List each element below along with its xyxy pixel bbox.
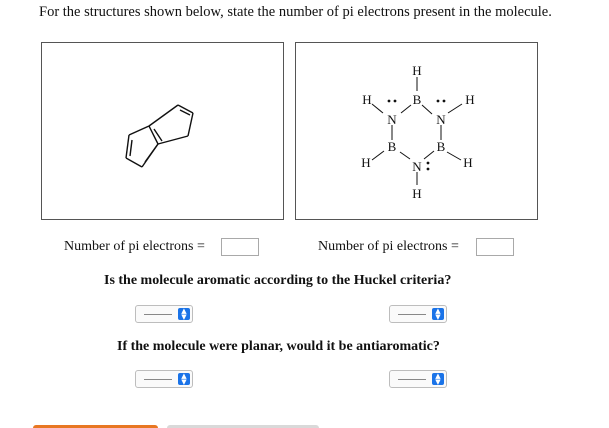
select-placeholder-line [144, 379, 172, 380]
bond [126, 135, 129, 158]
aromatic-question: Is the molecule aromatic according to the Huckel criteria? [104, 273, 452, 288]
antiaromatic-select-2[interactable] [389, 370, 447, 388]
question-text: For the structures shown below, state the number of pi electrons present in the molecule. [39, 4, 552, 20]
bond [448, 104, 462, 113]
bond [149, 126, 158, 144]
aromatic-select-1[interactable] [135, 305, 193, 323]
lone-pair-dot [427, 168, 430, 171]
bond [129, 126, 149, 135]
atom-b-right: B [436, 139, 446, 154]
atom-h-right-bottom: H [463, 155, 473, 170]
bond [422, 105, 432, 114]
lone-pair-dot [443, 100, 446, 103]
select-placeholder-line [398, 314, 426, 315]
bond [149, 105, 178, 126]
double-bond [130, 140, 132, 156]
atom-b-left: B [387, 139, 397, 154]
atom-n-left: N [387, 112, 397, 127]
atom-h-right-top: H [465, 92, 475, 107]
bond [126, 158, 142, 167]
select-placeholder-line [144, 314, 172, 315]
antiaromatic-select-1[interactable] [135, 370, 193, 388]
pentalene-structure [42, 43, 285, 221]
lone-pair-dot [437, 100, 440, 103]
bond [372, 104, 383, 113]
bond [188, 113, 193, 136]
double-bond [145, 144, 158, 162]
count-label-1: Number of pi electrons = [64, 239, 205, 254]
bond [424, 151, 434, 159]
bond [400, 152, 410, 159]
chevron-up-down-icon: ▲ ▼ [178, 373, 190, 385]
atom-h-bottom: H [412, 186, 422, 201]
bond [158, 136, 188, 144]
chevron-up-down-icon: ▲ ▼ [432, 308, 444, 320]
bond [178, 105, 193, 113]
atom-h-left-bottom: H [361, 155, 371, 170]
chevron-up-down-icon: ▲ ▼ [432, 373, 444, 385]
atom-h-top: H [412, 63, 422, 78]
borazine-structure [296, 43, 539, 221]
count-label-2: Number of pi electrons = [318, 239, 459, 254]
select-placeholder-line [398, 379, 426, 380]
bond [447, 152, 461, 160]
atom-b-top: B [412, 92, 422, 107]
atom-n-bottom: N [412, 159, 422, 174]
lone-pair-dot [394, 100, 397, 103]
atom-n-right: N [436, 112, 446, 127]
antiaromatic-question: If the molecule were planar, would it be antiaromatic? [117, 339, 440, 354]
pi-electrons-input-1[interactable] [221, 238, 259, 256]
bond [401, 105, 411, 113]
chevron-up-down-icon: ▲ ▼ [178, 308, 190, 320]
lone-pair-dot [388, 100, 391, 103]
structure-1-box [41, 42, 284, 220]
atom-h-left-top: H [362, 92, 372, 107]
structure-2-box [295, 42, 538, 220]
bond [372, 151, 384, 160]
lone-pair-dot [427, 162, 430, 165]
pi-electrons-input-2[interactable] [476, 238, 514, 256]
aromatic-select-2[interactable] [389, 305, 447, 323]
